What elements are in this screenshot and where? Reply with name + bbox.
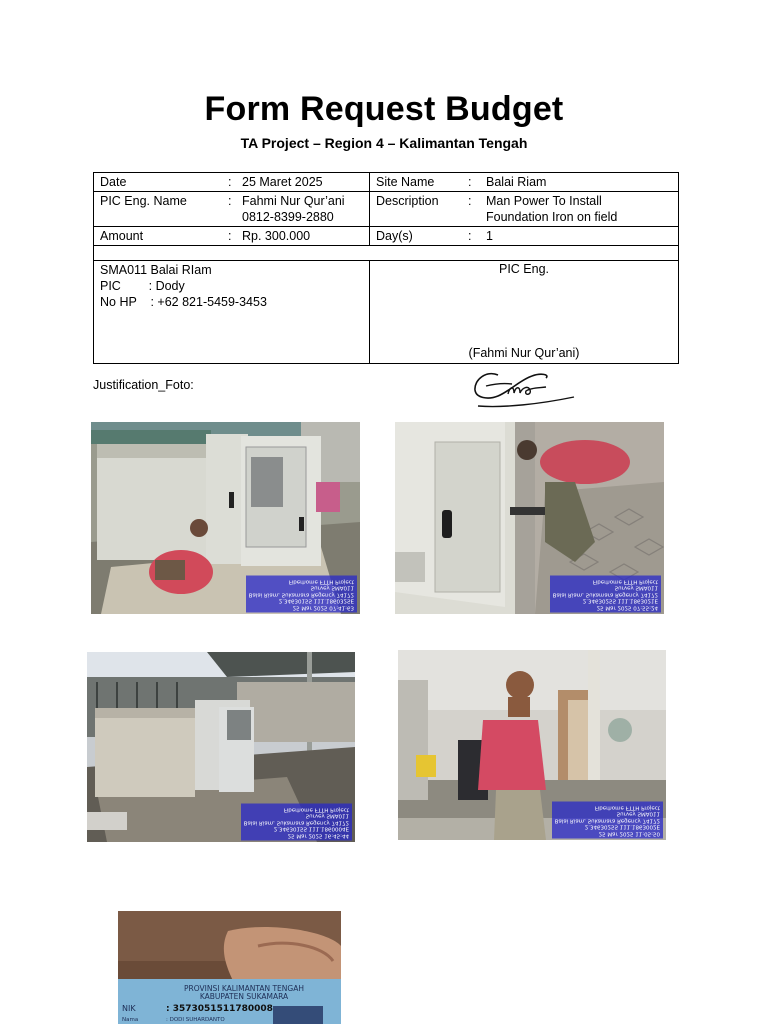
page-title: Form Request Budget — [204, 90, 564, 128]
date-label: Date — [100, 175, 127, 189]
site-phone: No HP : +62 821-5459-3453 — [100, 295, 267, 309]
pic-phone: 0812-8399-2880 — [242, 210, 334, 224]
row-date-site — [94, 173, 679, 192]
id-name-label: Nama — [122, 1017, 139, 1023]
date-cell — [94, 173, 370, 192]
id-name-value: : DODI SUHARDANTO — [166, 1017, 225, 1023]
site-cell — [370, 173, 679, 192]
amount-value: Rp. 300.000 — [242, 229, 311, 243]
photo-1-timestamp: 25 Mar 2025 07:41:63 2.3463015S 111.186032SE Balai Riam, Sukamara Regency 74172 Survey SMA011 Fiberhome FTTH Project — [246, 576, 357, 613]
row-spacer — [94, 246, 679, 261]
pic-eng-sign-cell — [370, 261, 679, 364]
site-contact-cell — [94, 261, 370, 364]
site-pic: PIC : Dody — [100, 279, 185, 293]
pic-cell — [94, 192, 370, 227]
photo-4-timestamp: 25 Mar 2025 11:05:50 2.3463025S 111.1863002E Balai Riam, Sukamara Regency 74172 Survey SMA011 Fiberhome FTTH Project — [552, 802, 663, 839]
desc-line-2: Foundation Iron on field — [486, 210, 618, 224]
amount-label: Amount — [100, 229, 144, 243]
days-value: 1 — [486, 229, 493, 243]
spacer-cell — [94, 246, 679, 261]
date-value: 25 Maret 2025 — [242, 175, 323, 189]
desc-line-1: Man Power To Install — [486, 194, 602, 208]
colon: : — [468, 194, 472, 208]
id-nik-value: : 3573051511780008 — [166, 1004, 273, 1014]
handwritten-signature — [470, 366, 580, 417]
id-nik-label: NIK — [122, 1004, 136, 1013]
photo-3-timestamp: 25 Mar 2025 16:45:44 2.3463015S 111.1860004E Balai Riam, Sukamara Regency 74172 Survey SMA011 Fiberhome FTTH Project — [241, 804, 352, 841]
desc-cell — [370, 192, 679, 227]
pic-label: PIC Eng. Name — [100, 194, 187, 208]
colon: : — [228, 194, 232, 208]
site-code: SMA011 Balai RIam — [100, 263, 212, 277]
photo-2-timestamp: 25 Mar 2025 07:55:24 2.3463025S 111.1863021E Balai Riam, Sukamara Regency 74172 Survey SMA011 Fiberhome FTTH Project — [550, 576, 661, 613]
pic-name: Fahmi Nur Qur’ani — [242, 194, 345, 208]
row-signoff — [94, 261, 679, 364]
pic-eng-label: PIC Eng. — [498, 262, 550, 276]
justification-label: Justification_Foto: — [93, 378, 194, 392]
colon: : — [228, 175, 232, 189]
row-amount-days — [94, 227, 679, 246]
id-card-image — [118, 911, 341, 1024]
pic-eng-name: (Fahmi Nur Qur’ani) — [468, 346, 580, 360]
photo-worker-drilling — [395, 422, 664, 614]
photo-worker-cabinet-base — [91, 422, 360, 614]
page-subtitle: TA Project – Region 4 – Kalimantan Tengah — [240, 135, 528, 151]
row-pic-desc — [94, 192, 679, 227]
id-province-text: PROVINSI KALIMANTAN TENGAH — [184, 984, 304, 993]
site-value: Balai Riam — [486, 175, 547, 189]
days-cell — [370, 227, 679, 246]
colon: : — [468, 175, 472, 189]
colon: : — [228, 229, 232, 243]
site-label: Site Name — [376, 175, 435, 189]
photo-id-card — [118, 911, 341, 1024]
photo-worker-portrait — [398, 650, 666, 840]
id-regency-text: KABUPATEN SUKAMARA — [199, 992, 289, 1001]
amount-cell — [94, 227, 370, 246]
photo-cabinets-overview — [87, 652, 355, 842]
colon: : — [468, 229, 472, 243]
desc-label: Description — [376, 194, 439, 208]
days-label: Day(s) — [376, 229, 413, 243]
budget-form-table — [93, 172, 679, 364]
